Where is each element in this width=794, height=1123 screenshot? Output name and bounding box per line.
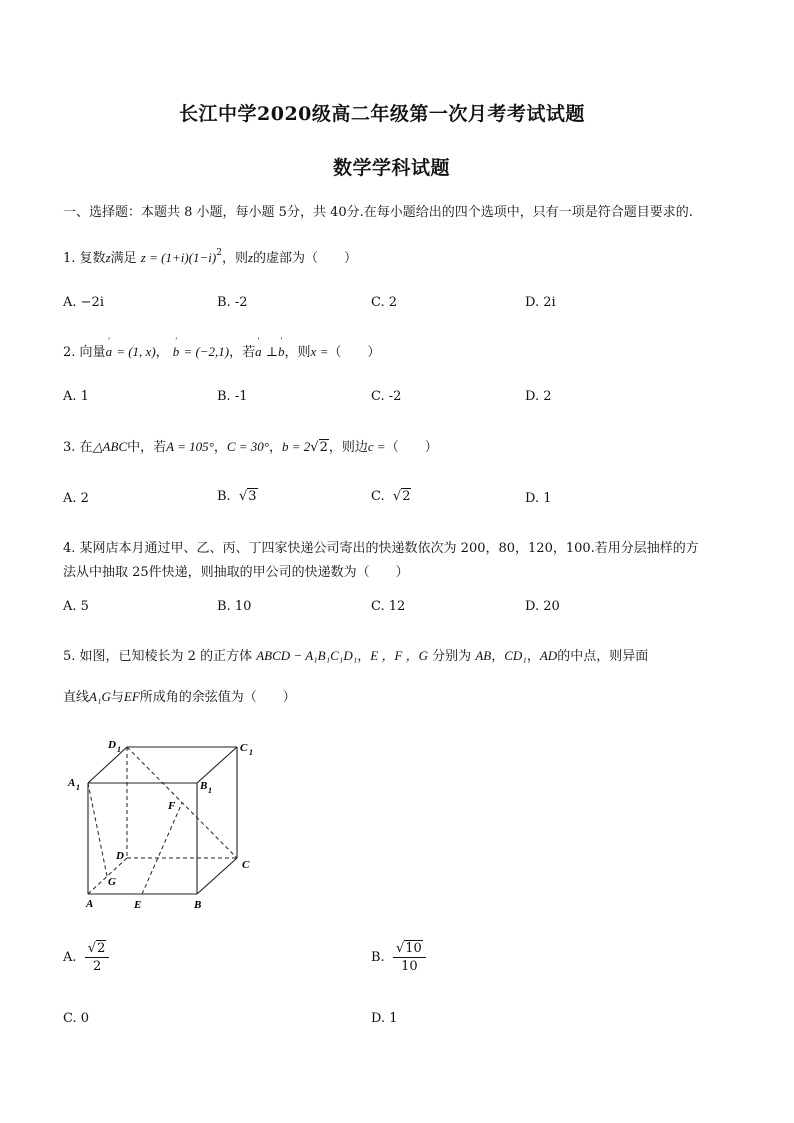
question-5-line-2: 直线A₁G与EF所成角的余弦值为（ ） bbox=[63, 689, 296, 705]
label-D: D bbox=[116, 850, 124, 862]
q2-option-c: C. -2 bbox=[371, 389, 402, 404]
label-B1: B bbox=[200, 780, 208, 792]
label-F: F bbox=[168, 800, 176, 812]
q2-option-a: A. 1 bbox=[63, 389, 89, 404]
vector-a: ' a bbox=[105, 336, 113, 359]
q4-option-b: B. 10 bbox=[217, 599, 252, 614]
svg-text:1: 1 bbox=[117, 745, 121, 754]
label-G: G bbox=[108, 876, 116, 888]
q5-option-c: C. 0 bbox=[63, 1011, 90, 1026]
label-E: E bbox=[134, 899, 142, 911]
label-C: C bbox=[242, 859, 250, 871]
q4-option-a: A. 5 bbox=[63, 599, 89, 614]
q4-option-d: D. 20 bbox=[525, 599, 560, 614]
label-A1: A bbox=[68, 777, 76, 789]
exam-subtitle: 数学学科试题 bbox=[333, 157, 451, 179]
question-2-stem: 2. 向量 ' a = (1, x)， ' b = (−2,1)，若 ' a ⊥ ' b，则x =（ ） bbox=[63, 336, 381, 360]
svg-text:1: 1 bbox=[76, 783, 80, 792]
q1-option-c: C. 2 bbox=[371, 295, 398, 310]
question-1-stem: 1. 复数z满足 $z = (1+i)(1-i)^2$，则z的虚部为（ ） bbox=[63, 248, 358, 266]
q1-option-a: A. −2i bbox=[63, 295, 104, 310]
sqrt-symbol: √2 bbox=[310, 440, 328, 455]
label-D1: D bbox=[108, 739, 116, 751]
cube-figure bbox=[62, 735, 262, 915]
q3-option-d: D. 1 bbox=[525, 491, 552, 506]
q5-option-a: A. $\frac{√2}{2}$ bbox=[63, 941, 109, 974]
sqrt-symbol: √2 bbox=[392, 489, 411, 504]
q1-option-d: D. 2i bbox=[525, 295, 556, 310]
q1-option-b: B. -2 bbox=[217, 295, 248, 310]
question-3-stem: 3. 在△ABC中，若A = 105°，C = 30°，b = 2√2，则边c =（ ） bbox=[63, 439, 438, 455]
question-number: 1. bbox=[63, 251, 76, 266]
q3-option-b: B. √3 bbox=[217, 489, 257, 504]
formula: z = (1+i)(1−i) bbox=[140, 250, 217, 265]
svg-text:1: 1 bbox=[208, 786, 212, 795]
fraction: $\frac{√10}{10}$ bbox=[393, 941, 426, 974]
exam-title: 长江中学2020级高二年级第一次月考考试试题 bbox=[179, 103, 585, 125]
q3-option-a: A. 2 bbox=[63, 491, 89, 506]
label-A: A bbox=[86, 898, 94, 910]
label-B: B bbox=[194, 899, 202, 911]
q2-option-b: B. -1 bbox=[217, 389, 248, 404]
q5-option-b: B. $\frac{√10}{10}$ bbox=[371, 941, 426, 974]
vector-b: ' b bbox=[172, 336, 180, 359]
question-4-line-2: 法从中抽取 25件快递，则抽取的甲公司的快递数为（ ） bbox=[63, 565, 409, 580]
fraction: $\frac{√2}{2}$ bbox=[85, 941, 110, 974]
section-intro: 一、选择题：本题共 8 小题，每小题 5分，共 40分.在每小题给出的四个选项中，只有一项是符合题目要求的. bbox=[63, 205, 693, 220]
sqrt-symbol: √3 bbox=[238, 489, 257, 504]
question-4-line-1: 4. 某网店本月通过甲、乙、丙、丁四家快递公司寄出的快递数依次为 200，80，120，100.若用分层抽样的方 bbox=[63, 541, 699, 556]
svg-text:1: 1 bbox=[249, 748, 253, 757]
q3-option-c: C. √2 bbox=[371, 489, 411, 504]
q4-option-c: C. 12 bbox=[371, 599, 406, 614]
question-5-line-1: 5. 如图，已知棱长为 2 的正方体 ABCD − A₁B₁C₁D₁，E ，F ，G 分别为 AB，CD₁，AD的中点，则异面 bbox=[63, 648, 649, 664]
q5-option-d: D. 1 bbox=[371, 1011, 398, 1026]
label-C1: C bbox=[240, 742, 248, 754]
q2-option-d: D. 2 bbox=[525, 389, 552, 404]
